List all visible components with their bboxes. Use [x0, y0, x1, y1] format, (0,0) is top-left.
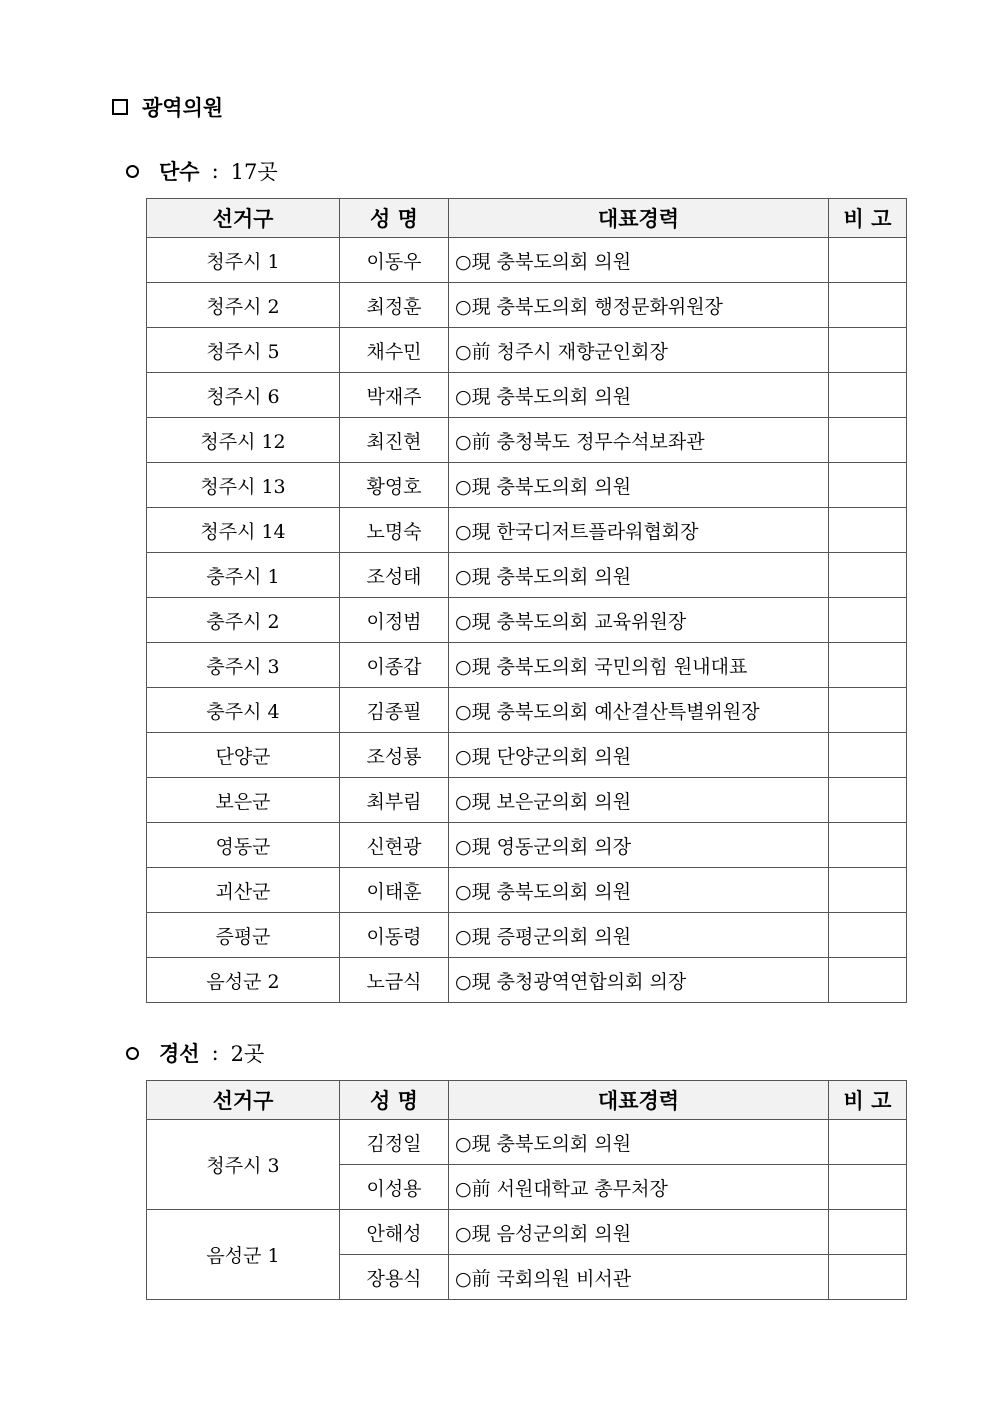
name-cell: 장용식	[340, 1255, 449, 1300]
career-cell: ○現 보은군의회 의원	[449, 778, 829, 823]
career-cell: ○現 한국디저트플라워협회장	[449, 508, 829, 553]
note-cell	[829, 958, 907, 1003]
career-cell: ○現 충북도의회 의원	[449, 1120, 829, 1165]
name-cell: 김정일	[340, 1120, 449, 1165]
table-row	[147, 373, 907, 418]
district-cell: 청주시 14	[147, 508, 340, 553]
name-cell: 이동우	[340, 238, 449, 283]
note-cell	[829, 733, 907, 778]
name-cell: 노금식	[340, 958, 449, 1003]
table-row	[147, 913, 907, 958]
note-cell	[829, 238, 907, 283]
note-cell	[829, 553, 907, 598]
table-row	[147, 643, 907, 688]
district-cell: 청주시 1	[147, 238, 340, 283]
career-cell: ○現 충북도의회 의원	[449, 238, 829, 283]
note-cell	[829, 643, 907, 688]
header-note: 비 고	[829, 1081, 907, 1120]
note-cell	[829, 463, 907, 508]
name-cell: 이성용	[340, 1165, 449, 1210]
table-row	[147, 1120, 907, 1165]
table-row	[147, 958, 907, 1003]
district-cell: 청주시 13	[147, 463, 340, 508]
subsection-count: 17곳	[230, 160, 278, 184]
district-cell: 충주시 3	[147, 643, 340, 688]
note-cell	[829, 1210, 907, 1255]
table-row	[147, 418, 907, 463]
table-header-row	[147, 1081, 907, 1120]
note-cell	[829, 328, 907, 373]
district-cell: 증평군	[147, 913, 340, 958]
note-cell	[829, 373, 907, 418]
career-cell: ○現 충북도의회 의원	[449, 553, 829, 598]
career-cell: ○現 충북도의회 예산결산특별위원장	[449, 688, 829, 733]
name-cell: 김종필	[340, 688, 449, 733]
career-cell: ○前 청주시 재향군인회장	[449, 328, 829, 373]
district-cell: 청주시 2	[147, 283, 340, 328]
note-cell	[829, 1255, 907, 1300]
name-cell: 이태훈	[340, 868, 449, 913]
bullet-circle-icon	[126, 165, 139, 178]
name-cell: 신현광	[340, 823, 449, 868]
header-name: 성 명	[340, 199, 449, 238]
note-cell	[829, 1120, 907, 1165]
table-row	[147, 1210, 907, 1255]
name-cell: 이종갑	[340, 643, 449, 688]
note-cell	[829, 598, 907, 643]
table-row	[147, 328, 907, 373]
name-cell: 조성태	[340, 553, 449, 598]
name-cell: 이동령	[340, 913, 449, 958]
district-cell: 단양군	[147, 733, 340, 778]
district-cell: 충주시 1	[147, 553, 340, 598]
note-cell	[829, 688, 907, 733]
district-cell: 괴산군	[147, 868, 340, 913]
district-cell: 충주시 2	[147, 598, 340, 643]
note-cell	[829, 283, 907, 328]
name-cell: 최정훈	[340, 283, 449, 328]
name-cell: 황영호	[340, 463, 449, 508]
table-row	[147, 508, 907, 553]
table-row	[147, 238, 907, 283]
district-cell: 영동군	[147, 823, 340, 868]
header-name: 성 명	[340, 1081, 449, 1120]
note-cell	[829, 868, 907, 913]
career-cell: ○現 영동군의회 의장	[449, 823, 829, 868]
table-row	[147, 688, 907, 733]
table-row	[147, 733, 907, 778]
table-row	[147, 283, 907, 328]
bullet-circle-icon	[126, 1047, 139, 1060]
career-cell: ○現 충북도의회 의원	[449, 868, 829, 913]
table-row	[147, 868, 907, 913]
name-cell: 조성룡	[340, 733, 449, 778]
header-district: 선거구	[147, 199, 340, 238]
district-cell: 청주시 6	[147, 373, 340, 418]
table-row	[147, 598, 907, 643]
district-cell: 음성군 2	[147, 958, 340, 1003]
checkbox-square-icon	[112, 99, 128, 115]
table-row	[147, 553, 907, 598]
primary-candidate-table	[146, 1080, 907, 1300]
table-row	[147, 778, 907, 823]
name-cell: 노명숙	[340, 508, 449, 553]
subsection-primary-title	[126, 1038, 264, 1068]
district-cell: 보은군	[147, 778, 340, 823]
district-cell: 음성군 1	[147, 1210, 340, 1300]
subsection-label: 경선	[159, 1042, 200, 1066]
name-cell: 이정범	[340, 598, 449, 643]
career-cell: ○前 서원대학교 총무처장	[449, 1165, 829, 1210]
note-cell	[829, 913, 907, 958]
career-cell: ○現 충북도의회 의원	[449, 373, 829, 418]
subsection-count: 2곳	[230, 1042, 265, 1066]
career-cell: ○現 충북도의회 국민의힘 원내대표	[449, 643, 829, 688]
subsection-single-title	[126, 156, 278, 186]
name-cell: 안해성	[340, 1210, 449, 1255]
career-cell: ○現 충북도의회 의원	[449, 463, 829, 508]
name-cell: 최진현	[340, 418, 449, 463]
career-cell: ○前 충청북도 정무수석보좌관	[449, 418, 829, 463]
district-cell: 청주시 12	[147, 418, 340, 463]
district-cell: 충주시 4	[147, 688, 340, 733]
subsection-colon: :	[211, 1041, 219, 1065]
section-heading	[112, 92, 223, 122]
name-cell: 최부림	[340, 778, 449, 823]
note-cell	[829, 823, 907, 868]
name-cell: 박재주	[340, 373, 449, 418]
subsection-colon: :	[211, 159, 219, 183]
career-cell: ○現 음성군의회 의원	[449, 1210, 829, 1255]
district-cell: 청주시 5	[147, 328, 340, 373]
career-cell: ○現 충청광역연합의회 의장	[449, 958, 829, 1003]
header-career: 대표경력	[449, 1081, 829, 1120]
career-cell: ○前 국회의원 비서관	[449, 1255, 829, 1300]
single-candidate-table	[146, 198, 907, 1003]
note-cell	[829, 778, 907, 823]
career-cell: ○現 충북도의회 행정문화위원장	[449, 283, 829, 328]
note-cell	[829, 418, 907, 463]
career-cell: ○現 단양군의회 의원	[449, 733, 829, 778]
table-header-row	[147, 199, 907, 238]
table-row	[147, 823, 907, 868]
subsection-label: 단수	[159, 160, 200, 184]
header-note: 비 고	[829, 199, 907, 238]
note-cell	[829, 1165, 907, 1210]
career-cell: ○現 증평군의회 의원	[449, 913, 829, 958]
header-career: 대표경력	[449, 199, 829, 238]
table-row	[147, 463, 907, 508]
header-district: 선거구	[147, 1081, 340, 1120]
district-cell: 청주시 3	[147, 1120, 340, 1210]
section-heading-text: 광역의원	[142, 96, 224, 120]
career-cell: ○現 충북도의회 교육위원장	[449, 598, 829, 643]
name-cell: 채수민	[340, 328, 449, 373]
note-cell	[829, 508, 907, 553]
